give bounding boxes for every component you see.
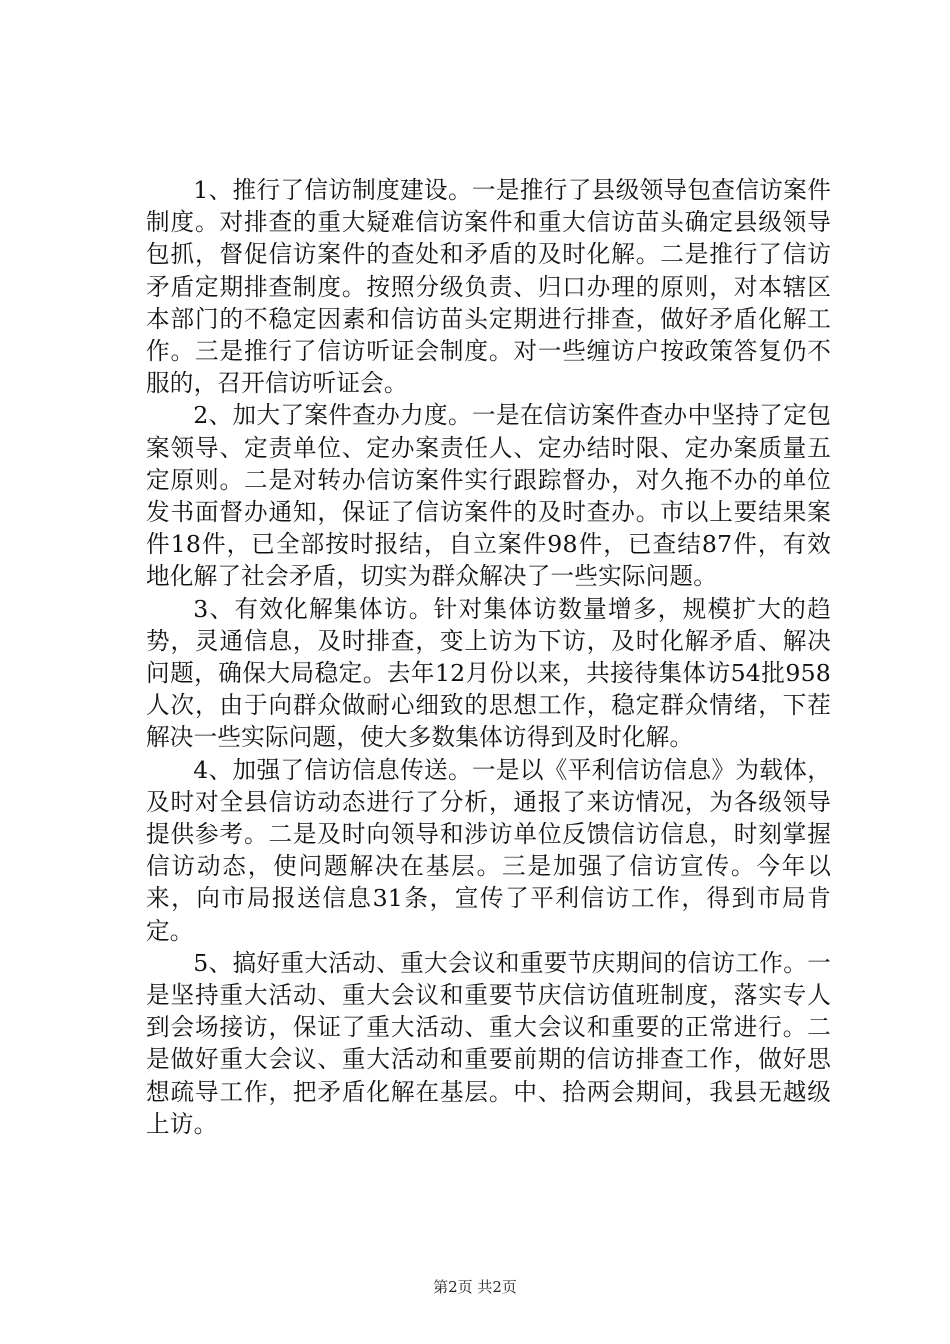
document-body — [146, 174, 831, 1140]
paragraph-4: 4、加强了信访信息传送。一是以《平利信访信息》为载体，及时对全县信访动态进行了分析，通报了来访情况，为各级领导提供参考。二是及时向领导和涉访单位反馈信访信息，时刻掌握信访动态，使问题解决在基层。三是加强了信访宣传。今年以来，向市局报送信息31条，宣传了平利信访工作，得到市局肯定。 — [146, 755, 831, 945]
paragraph-3: 3、有效化解集体访。针对集体访数量增多，规模扩大的趋势，灵通信息，及时排查，变上访为下访，及时化解矛盾、解决问题，确保大局稳定。去年12月份以来，共接待集体访54批958人次，由于向群众做耐心细致的思想工作，稳定群众情绪，下茬解决一些实际问题，使大多数集体访得到及时化解。 — [146, 594, 831, 752]
paragraph-2: 2、加大了案件查办力度。一是在信访案件查办中坚持了定包案领导、定责单位、定办案责任人、定办结时限、定办案质量五定原则。二是对转办信访案件实行跟踪督办，对久拖不办的单位发书面督办通知，保证了信访案件的及时查办。市以上要结果案件18件，已全部按时报结，自立案件98件，已查结87件，有效地化解了社会矛盾，切实为群众解决了一些实际问题。 — [146, 401, 831, 591]
paragraph-5: 5、搞好重大活动、重大会议和重要节庆期间的信访工作。一是坚持重大活动、重大会议和重要节庆信访值班制度，落实专人到会场接访，保证了重大活动、重大会议和重要的正常进行。二是做好重大会议、重大活动和重要前期的信访排查工作，做好思想疏导工作，把矛盾化解在基层。中、拾两会期间，我县无越级上访。 — [146, 948, 831, 1138]
paragraph-1: 1、推行了信访制度建设。一是推行了县级领导包查信访案件制度。对排查的重大疑难信访案件和重大信访苗头确定县级领导包抓，督促信访案件的查处和矛盾的及时化解。二是推行了信访矛盾定期排查制度。按照分级负责、归口办理的原则，对本辖区本部门的不稳定因素和信访苗头定期进行排查，做好矛盾化解工作。三是推行了信访听证会制度。对一些缠访户按政策答复仍不服的，召开信访听证会。 — [146, 176, 831, 398]
page-footer: 第2页 共2页 — [433, 1278, 517, 1296]
